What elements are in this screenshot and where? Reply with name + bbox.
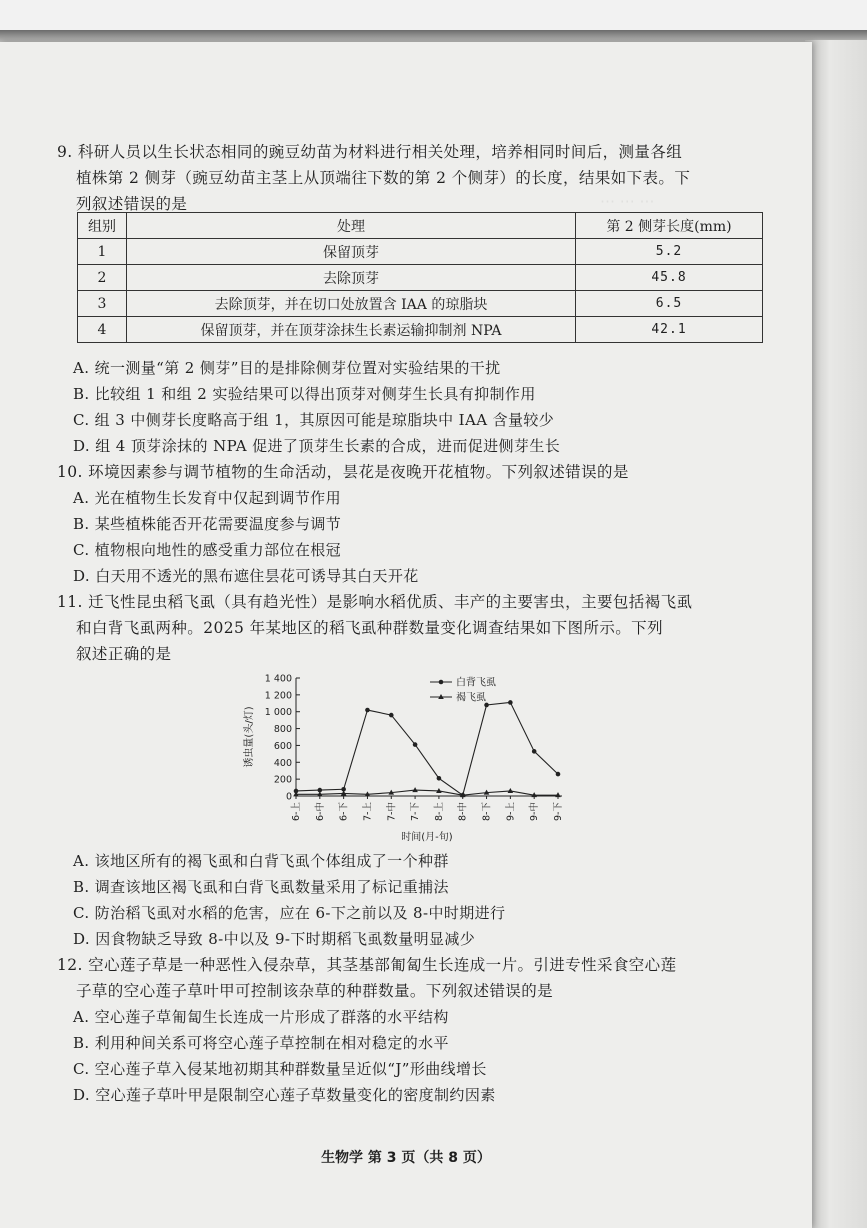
table-header-cell: 组别 xyxy=(78,213,127,239)
question-9-stem xyxy=(57,139,772,217)
q11-stem-line: 叙述正确的是 xyxy=(76,645,172,663)
x-tick-label: 8-下 xyxy=(481,802,493,821)
x-tick-label: 8-上 xyxy=(433,802,445,821)
table-cell: 42.1 xyxy=(576,317,763,343)
q9-option-d: D. 组 4 顶芽涂抹的 NPA 促进了顶芽生长素的合成，进而促进侧芽生长 xyxy=(73,437,561,455)
question-10-options xyxy=(73,485,763,589)
table-cell: 去除顶芽，并在切口处放置含 IAA 的琼脂块 xyxy=(127,291,576,317)
data-point-triangle xyxy=(508,788,514,793)
q10-stem-line: 10. 环境因素参与调节植物的生命活动，昙花是夜晚开花植物。下列叙述错误的是 xyxy=(57,463,629,481)
table-row xyxy=(78,239,763,265)
q10-option-b: B. 某些植株能否开花需要温度参与调节 xyxy=(73,515,342,533)
q9-option-b: B. 比较组 1 和组 2 实验结果可以得出顶芽对侧芽生长具有抑制作用 xyxy=(73,385,536,403)
table-cell: 45.8 xyxy=(576,265,763,291)
page-footer: 生物学 第 3 页（共 8 页） xyxy=(321,1150,491,1166)
q9-stem-line: 列叙述错误的是 xyxy=(76,195,188,213)
x-tick-label: 6-下 xyxy=(338,802,350,821)
table-row xyxy=(78,265,763,291)
data-point-circle xyxy=(437,776,442,781)
x-tick-label: 7-上 xyxy=(362,802,374,821)
q9-option-c: C. 组 3 中侧芽长度略高于组 1，其原因可能是琼脂块中 IAA 含量较少 xyxy=(73,411,555,429)
table-header-cell: 第 2 侧芽长度(mm) xyxy=(576,213,763,239)
table-row xyxy=(78,291,763,317)
table-cell: 去除顶芽 xyxy=(127,265,576,291)
q11-option-a: A. 该地区所有的褐飞虱和白背飞虱个体组成了一个种群 xyxy=(73,852,449,870)
y-tick-label: 600 xyxy=(273,740,292,752)
x-tick-label: 9-中 xyxy=(529,802,541,821)
legend-label: 白背飞虱 xyxy=(456,677,496,689)
q10-option-c: C. 植物根向地性的感受重力部位在根冠 xyxy=(73,541,342,559)
table-cell: 保留顶芽 xyxy=(127,239,576,265)
q11-stem-line: 和白背飞虱两种。2025 年某地区的稻飞虱种群数量变化调查结果如下图所示。下列 xyxy=(76,619,663,637)
x-tick-label: 6-中 xyxy=(314,802,326,821)
q10-option-a: A. 光在植物生长发育中仅起到调节作用 xyxy=(73,489,341,507)
question-9-options xyxy=(73,355,763,459)
exam-page: ⋯ ⋯ ⋯ xyxy=(0,42,812,1228)
question-12-stem xyxy=(57,952,772,1004)
series-line xyxy=(296,702,558,795)
data-point-triangle xyxy=(412,787,418,792)
data-point-circle xyxy=(556,772,561,777)
q9-stem-line: 9. 科研人员以生长状态相同的豌豆幼苗为材料进行相关处理，培养相同时间后，测量各组 xyxy=(57,143,683,161)
q11-option-b: B. 调查该地区褐飞虱和白背飞虱数量采用了标记重捕法 xyxy=(73,878,449,896)
q12-option-c: C. 空心莲子草入侵某地初期其种群数量呈近似“J”形曲线增长 xyxy=(73,1060,487,1078)
q12-option-b: B. 利用种间关系可将空心莲子草控制在相对稳定的水平 xyxy=(73,1034,449,1052)
y-tick-label: 200 xyxy=(273,774,292,786)
table-cell: 4 xyxy=(78,317,127,343)
x-axis-label: 时间(月-旬) xyxy=(401,832,453,843)
table-header-row xyxy=(78,213,763,239)
y-tick-label: 0 xyxy=(285,791,292,803)
y-tick-label: 1 000 xyxy=(264,707,292,719)
data-point-circle xyxy=(365,708,370,713)
data-point-circle xyxy=(508,700,513,705)
q12-option-d: D. 空心莲子草叶甲是限制空心莲子草数量变化的密度制约因素 xyxy=(73,1086,496,1104)
table-cell: 6.5 xyxy=(576,291,763,317)
x-tick-label: 7-中 xyxy=(386,802,398,821)
y-tick-label: 400 xyxy=(273,757,292,769)
question-11-stem xyxy=(57,589,772,667)
q9-results-table xyxy=(77,212,763,343)
x-tick-label: 9-上 xyxy=(505,802,517,821)
data-point-circle xyxy=(532,749,537,754)
y-tick-label: 1 200 xyxy=(264,690,292,702)
x-tick-label: 8-中 xyxy=(457,802,469,821)
q12-option-a: A. 空心莲子草匍匐生长连成一片形成了群落的水平结构 xyxy=(73,1008,449,1026)
q11-stem-line: 11. 迁飞性昆虫稻飞虱（具有趋光性）是影响水稻优质、丰产的主要害虫，主要包括褐飞虱 xyxy=(57,593,693,611)
question-12-options xyxy=(73,1004,763,1108)
table-cell: 保留顶芽，并在顶芽涂抹生长素运输抑制剂 NPA xyxy=(127,317,576,343)
q12-stem-line: 子草的空心莲子草叶甲可控制该杂草的种群数量。下列叙述错误的是 xyxy=(76,982,554,1000)
planthopper-line-chart xyxy=(240,668,570,846)
y-axis-label: 诱虫量(头/灯) xyxy=(244,706,255,768)
question-11-options xyxy=(73,848,763,952)
table-header-cell: 处理 xyxy=(127,213,576,239)
data-point-circle xyxy=(389,713,394,718)
table-cell: 2 xyxy=(78,265,127,291)
data-point-triangle xyxy=(341,790,347,795)
q11-option-d: D. 因食物缺乏导致 8-中以及 9-下时期稻飞虱数量明显减少 xyxy=(73,930,476,948)
q9-stem-line: 植株第 2 侧芽（豌豆幼苗主茎上从顶端往下数的第 2 个侧芽）的长度，结果如下表。下 xyxy=(76,169,691,187)
x-tick-label: 9-下 xyxy=(553,802,564,821)
table-cell: 5.2 xyxy=(576,239,763,265)
question-10-stem xyxy=(57,459,772,485)
legend-label: 褐飞虱 xyxy=(456,692,486,704)
series-line xyxy=(296,790,558,795)
adjacent-page-edge xyxy=(805,40,867,1228)
q11-option-c: C. 防治稻飞虱对水稻的危害，应在 6-下之前以及 8-中时期进行 xyxy=(73,904,506,922)
legend-marker-circle xyxy=(439,680,444,685)
y-tick-label: 1 400 xyxy=(264,673,292,685)
table-cell: 1 xyxy=(78,239,127,265)
x-tick-label: 7-下 xyxy=(410,802,422,821)
y-tick-label: 800 xyxy=(273,724,292,736)
data-point-circle xyxy=(413,742,418,747)
table-cell: 3 xyxy=(78,291,127,317)
q10-option-d: D. 白天用不透光的黑布遮住昙花可诱导其白天开花 xyxy=(73,567,419,585)
q9-option-a: A. 统一测量“第 2 侧芽”目的是排除侧芽位置对实验结果的干扰 xyxy=(73,359,501,377)
x-tick-label: 6-上 xyxy=(291,802,302,821)
table-row xyxy=(78,317,763,343)
q12-stem-line: 12. 空心莲子草是一种恶性入侵杂草，其茎基部匍匐生长连成一片。引进专性采食空心莲 xyxy=(57,956,677,974)
